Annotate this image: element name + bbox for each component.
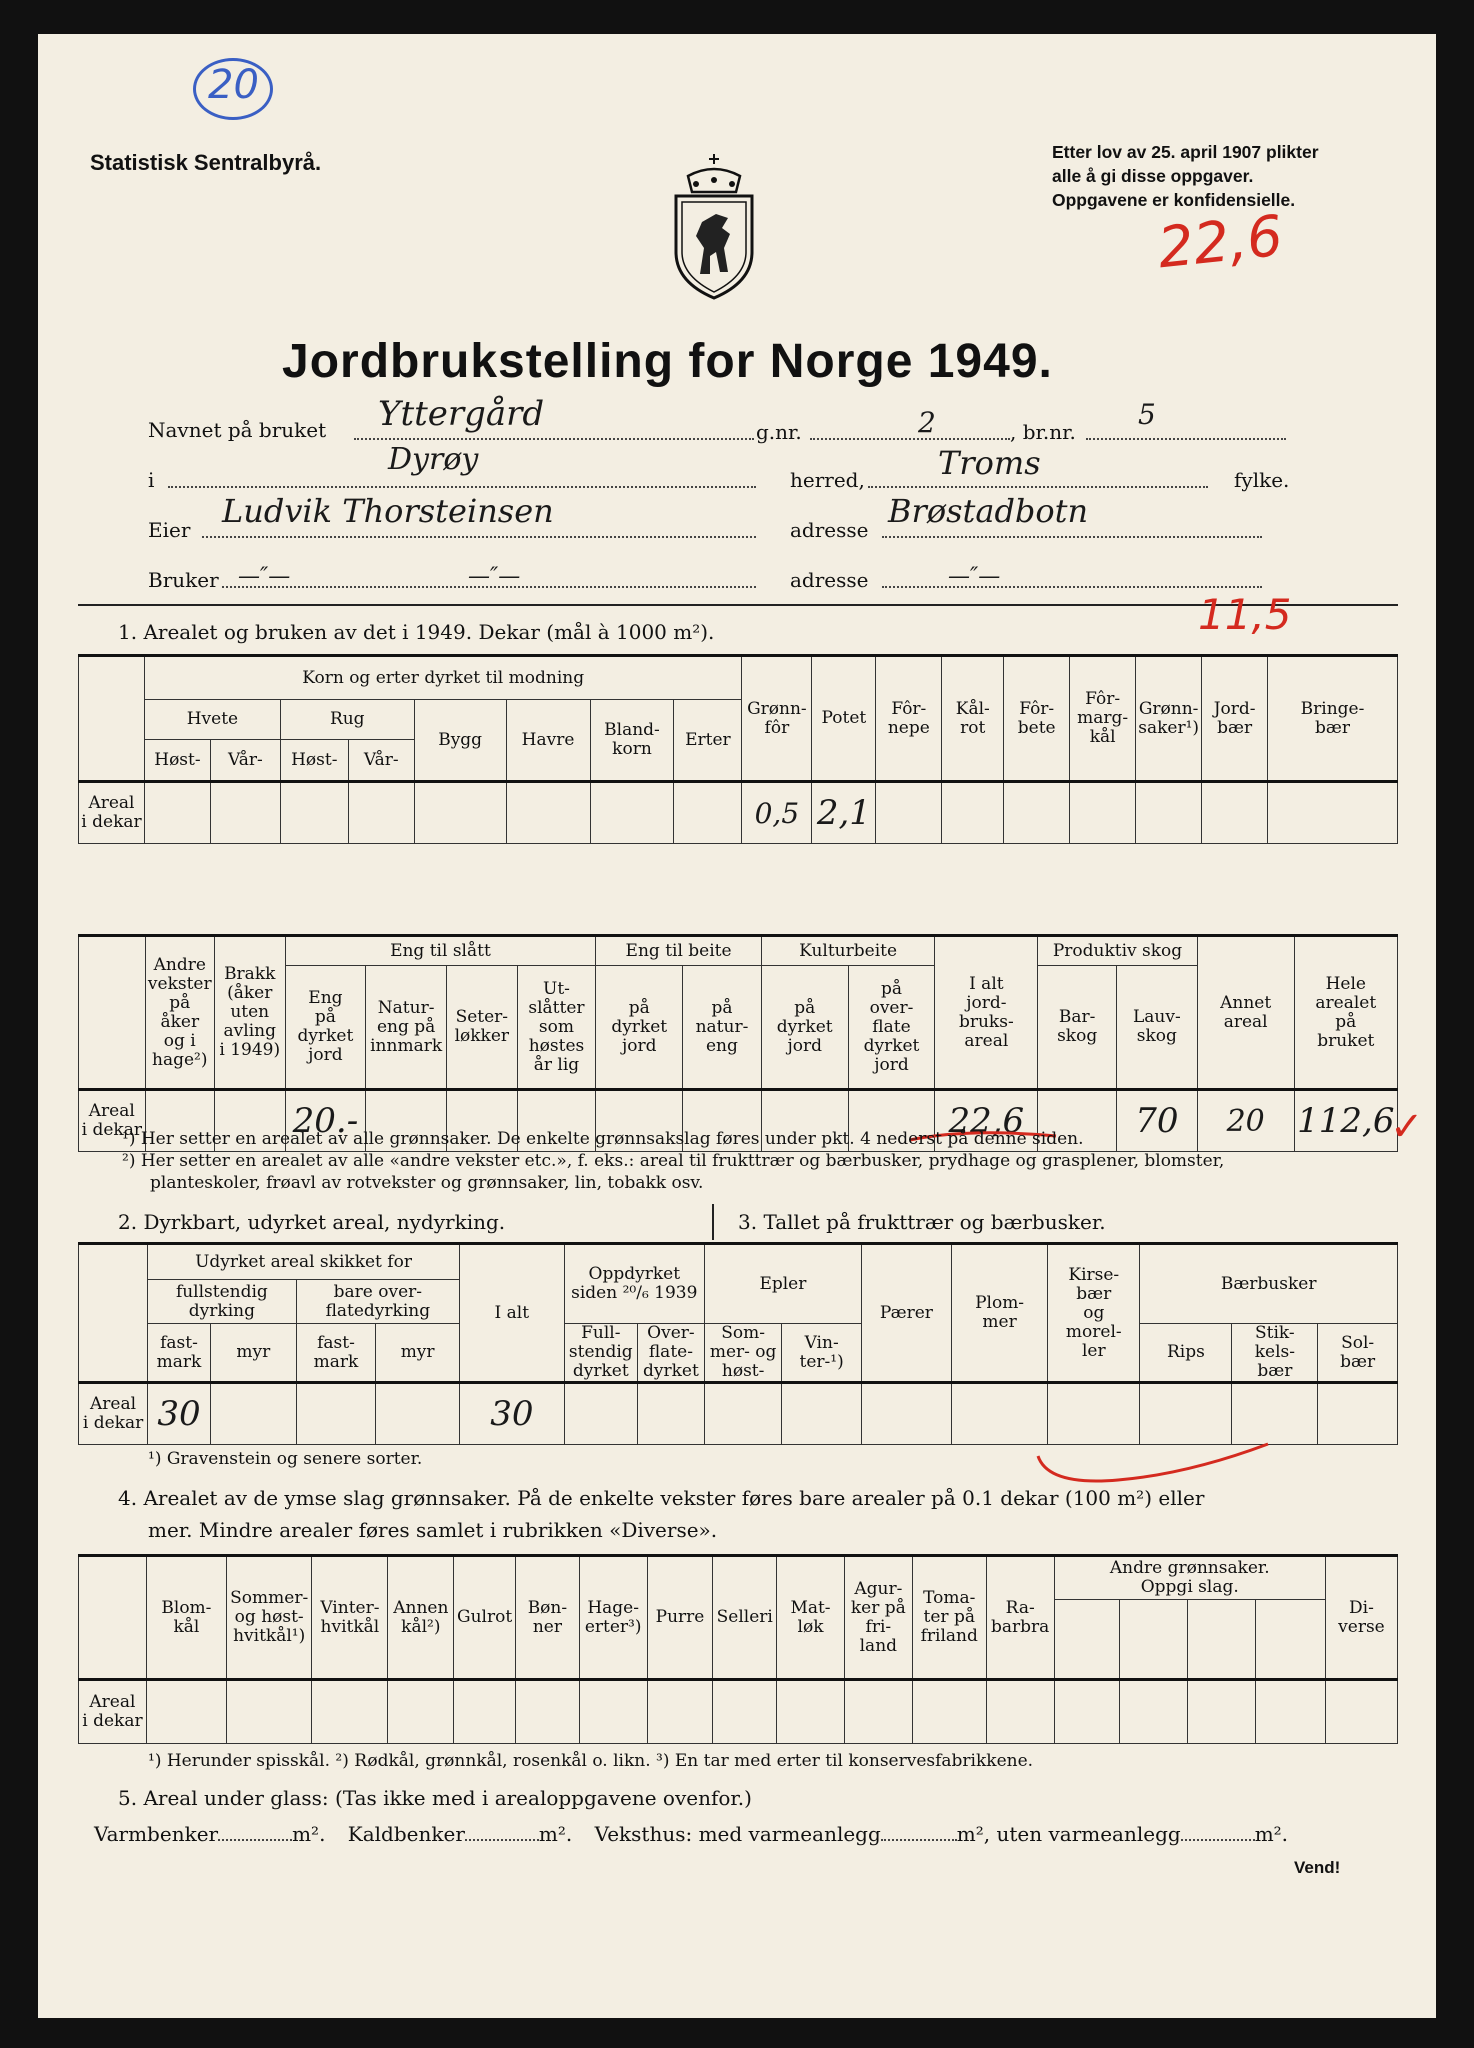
col-erter: Erter (674, 700, 742, 782)
red-annotation-total: 22,6 (1154, 203, 1286, 282)
cell[interactable] (454, 1680, 516, 1744)
section2-heading: 2. Dyrkbart, udyrket areal, nydyrking. (118, 1210, 506, 1234)
col-veg-2: Vinter- hvitkål (312, 1556, 388, 1680)
cell[interactable] (876, 782, 942, 844)
col-rug-var: Vår- (348, 740, 414, 782)
col-i-alt: I alt jord- bruks- areal (935, 936, 1038, 1090)
col-kirsebaer: Kirse- bær og morel- ler (1048, 1244, 1140, 1383)
col-veg-4: Gulrot (454, 1556, 516, 1680)
red-check-icon: ✓ (1390, 1104, 1424, 1150)
cell-potet[interactable]: 2,1 (812, 782, 876, 844)
legal-notice-2: alle å gi disse oppgaver. (1052, 166, 1254, 186)
col-fastmark-2: fast- mark (296, 1324, 376, 1383)
cell-gronnfor[interactable]: 0,5 (742, 782, 812, 844)
coat-of-arms-icon (666, 152, 762, 300)
cell[interactable] (1256, 1680, 1326, 1744)
col-plommer: Plom- mer (951, 1244, 1047, 1383)
col-kb-dyrket: på dyrket jord (761, 966, 848, 1090)
cell[interactable] (1004, 782, 1070, 844)
col-rug-host: Høst- (280, 740, 348, 782)
korn-header: Korn og erter dyrket til modning (144, 656, 741, 700)
veksthus-label: Veksthus: med varmeanlegg (594, 1822, 881, 1846)
bruker-value-2[interactable]: —″— (468, 564, 521, 589)
legal-notice-1: Etter lov av 25. april 1907 plikter (1052, 142, 1319, 162)
eier-value[interactable]: Ludvik Thorsteinsen (222, 492, 554, 530)
blank-corner (79, 1556, 147, 1680)
col-fullstendig-dyrket: Full- stendig dyrket (564, 1324, 637, 1383)
kaldbenker-field[interactable] (465, 1839, 539, 1841)
fullstendig-header: fullstendig dyrking (148, 1280, 297, 1324)
col-veg-10: Agur- ker på fri- land (844, 1556, 912, 1680)
epler-header: Epler (704, 1244, 861, 1324)
brnr-line (1086, 438, 1286, 440)
footnote-3: ¹) Gravenstein og senere sorter. (148, 1449, 423, 1469)
col-bringebaer: Bringe- bær (1268, 656, 1398, 782)
brnr-value[interactable]: 5 (1138, 398, 1156, 431)
cell[interactable] (388, 1680, 454, 1744)
cell[interactable] (713, 1680, 777, 1744)
eier-line (202, 536, 756, 538)
cell[interactable] (861, 1383, 951, 1445)
cell[interactable] (844, 1680, 912, 1744)
col-hvete-var: Vår- (210, 740, 280, 782)
stamp-number: 20 (208, 62, 259, 108)
bruker-value-1[interactable]: —″— (238, 564, 291, 589)
andre-gronnsaker-header: Andre grønnsaker. Oppgi slag. (1054, 1556, 1325, 1600)
farm-name-line (354, 438, 754, 440)
cell[interactable] (1054, 1680, 1120, 1744)
herred-line (168, 486, 756, 488)
bruker-adresse-line (882, 586, 1262, 588)
varmbenker-field[interactable] (218, 1839, 292, 1841)
col-potet: Potet (812, 656, 876, 782)
table-vegetables (78, 1554, 1398, 1744)
veksthus-uten-field[interactable] (1181, 1839, 1255, 1841)
col-paerer: Pærer (861, 1244, 951, 1383)
footnote-1: ¹) Her setter en arealet av alle grønnsaker. De enkelte grønnsakslag føres under pkt. 4 nederst på denne siden. (122, 1129, 1084, 1149)
col-diverse: Di- verse (1325, 1556, 1397, 1680)
cell[interactable] (210, 782, 280, 844)
cell[interactable] (986, 1680, 1054, 1744)
cell[interactable] (912, 1680, 986, 1744)
col-myr-1: myr (210, 1324, 296, 1383)
cell[interactable] (704, 1383, 781, 1445)
col-i-alt-2: I alt (459, 1244, 564, 1383)
andre-slag-cell[interactable] (1054, 1600, 1120, 1680)
col-veg-9: Mat- løk (777, 1556, 845, 1680)
brnr-label: , br.nr. (1010, 420, 1076, 444)
veksthus-varme-field[interactable] (881, 1839, 957, 1841)
table-crops (78, 654, 1398, 844)
col-formargkal: Fôr- marg- kål (1070, 656, 1136, 782)
section3-heading: 3. Tallet på frukttrær og bærbusker. (738, 1210, 1106, 1234)
section5-heading: 5. Areal under glass: (Tas ikke med i arealoppgavene ovenfor.) (118, 1786, 752, 1810)
cell-hele[interactable]: 112,6 (1294, 1090, 1397, 1152)
blank-corner (79, 936, 146, 1090)
cell[interactable] (1202, 782, 1268, 844)
cell[interactable] (144, 782, 210, 844)
col-havre: Havre (506, 700, 590, 782)
cell[interactable] (1120, 1680, 1188, 1744)
cell[interactable] (414, 782, 506, 844)
glass-row (94, 1822, 1288, 1846)
bruker-adresse-label: adresse (790, 568, 869, 592)
col-utslatter: Ut- slåtter som høstes år lig (517, 966, 596, 1090)
table-cultivable-fruit (78, 1242, 1398, 1445)
col-veg-11: Toma- ter på friland (912, 1556, 986, 1680)
eier-adresse-label: adresse (790, 518, 869, 542)
eier-adresse-value[interactable]: Brøstadbotn (888, 492, 1089, 530)
col-solbaer: Sol- bær (1318, 1324, 1398, 1383)
cell[interactable] (312, 1680, 388, 1744)
col-gronnfor: Grønn- fôr (742, 656, 812, 782)
cell[interactable] (280, 782, 348, 844)
cell[interactable] (1070, 782, 1136, 844)
col-stikkelsbaer: Stik- kels- bær (1232, 1324, 1318, 1383)
col-veg-3: Annen kål²) (388, 1556, 454, 1680)
cell[interactable] (1318, 1383, 1398, 1445)
col-hvete: Hvete (144, 700, 280, 740)
gnr-value[interactable]: 2 (918, 406, 936, 439)
bruker-adresse-value[interactable]: —″— (948, 564, 1001, 589)
cell[interactable] (674, 782, 742, 844)
herred-label: herred, (790, 468, 865, 492)
cell[interactable] (1188, 1680, 1256, 1744)
cell[interactable] (1325, 1680, 1397, 1744)
col-veg-5: Bøn- ner (516, 1556, 580, 1680)
cell[interactable] (590, 782, 674, 844)
eier-adresse-line (882, 536, 1262, 538)
bare-header: bare over- flatedyrking (296, 1280, 459, 1324)
andre-slag-cell[interactable] (1120, 1600, 1188, 1680)
cell[interactable] (579, 1680, 647, 1744)
kulturbeite-header: Kulturbeite (761, 936, 935, 966)
m2-unit: m². (292, 1822, 326, 1846)
cell[interactable] (637, 1383, 704, 1445)
row-label: Areal i dekar (79, 1680, 147, 1744)
col-natureng: Natur- eng på innmark (366, 966, 447, 1090)
col-rug: Rug (280, 700, 414, 740)
footnote-4: ¹) Herunder spisskål. ²) Rødkål, grønnkål, rosenkål o. likn. ³) En tar med erter til konservesfabrikkene. (148, 1751, 1034, 1771)
form-page (38, 34, 1436, 2018)
col-forbete: Fôr- bete (1004, 656, 1070, 782)
col-lauvskog: Lauv- skog (1117, 966, 1198, 1090)
eier-label: Eier (148, 518, 191, 542)
col-bygg: Bygg (414, 700, 506, 782)
col-veg-6: Hage- erter³) (579, 1556, 647, 1680)
col-jordbaer: Jord- bær (1202, 656, 1268, 782)
bruker-label: Bruker (148, 568, 219, 592)
cell-fastmark[interactable]: 30 (148, 1383, 211, 1445)
farm-name-label: Navnet på bruket (148, 418, 327, 442)
section4-heading-2: mer. Mindre arealer føres samlet i rubrikken «Diverse». (148, 1518, 718, 1542)
col-gronnsaker: Grønn- saker¹) (1136, 656, 1202, 782)
cell-eng-dyrket[interactable]: 20.- (285, 1090, 366, 1152)
udyrket-header: Udyrket areal skikket for (148, 1244, 460, 1280)
produktiv-skog-header: Produktiv skog (1038, 936, 1197, 966)
cell[interactable] (777, 1680, 845, 1744)
baerbusker-header: Bærbusker (1140, 1244, 1398, 1324)
cell[interactable] (942, 782, 1004, 844)
cell[interactable] (376, 1383, 460, 1445)
gnr-label: g.nr. (756, 420, 802, 444)
farm-name-value[interactable]: Yttergård (378, 394, 545, 434)
col-myr-2: myr (376, 1324, 460, 1383)
table-land-use (78, 934, 1398, 1152)
andre-slag-cell[interactable] (1256, 1600, 1326, 1680)
row-label: Areal i dekar (79, 1090, 146, 1152)
cell[interactable] (146, 1680, 226, 1744)
section1-heading: 1. Arealet og bruken av det i 1949. Dekar (mål à 1000 m²). (118, 620, 715, 644)
cell[interactable] (782, 1383, 862, 1445)
col-seterlokker: Seter- løkker (447, 966, 518, 1090)
varmbenker-label: Varmbenker (94, 1822, 219, 1846)
footnote-2b: planteskoler, frøavl av rotvekster og grønnsaker, lin, tobakk osv. (150, 1173, 704, 1193)
kaldbenker-label: Kaldbenker (347, 1822, 465, 1846)
herred-value[interactable]: Dyrøy (388, 442, 479, 477)
cell-i-alt-2[interactable]: 30 (459, 1383, 564, 1445)
col-blandkorn: Bland- korn (590, 700, 674, 782)
col-vinter: Vin- ter-¹) (782, 1324, 862, 1383)
fylke-line (868, 486, 1208, 488)
col-andre-vekster: Andre vekster på åker og i hage²) (145, 936, 214, 1090)
blank-corner (79, 1244, 148, 1383)
cell[interactable] (516, 1680, 580, 1744)
section1-red-annotation: 11,5 (1198, 590, 1292, 639)
fylke-label: fylke. (1234, 468, 1290, 492)
col-veg-1: Sommer- og høst- hvitkål¹) (227, 1556, 312, 1680)
col-beite-natur: på natur- eng (683, 966, 762, 1090)
eng-slatt-header: Eng til slått (285, 936, 596, 966)
vend-label: Vend! (1294, 1858, 1341, 1877)
eng-beite-header: Eng til beite (596, 936, 761, 966)
row-label: Areal i dekar (79, 1383, 148, 1445)
col-annet: Annet areal (1197, 936, 1294, 1090)
col-beite-dyrket: på dyrket jord (596, 966, 683, 1090)
col-fastmark-1: fast- mark (148, 1324, 211, 1383)
cell[interactable] (348, 782, 414, 844)
footnote-2a: ²) Her setter en arealet av alle «andre vekster etc.», f. eks.: areal til frukttrær og bærbusker, prydhage og grasplener, blomster, (122, 1151, 1225, 1171)
publisher-name: Statistisk Sentralbyrå. (90, 150, 322, 175)
uten-label: m², uten varmeanlegg (956, 1822, 1181, 1846)
col-veg-7: Purre (647, 1556, 713, 1680)
fylke-value[interactable]: Troms (938, 444, 1041, 482)
oppdyrket-header: Oppdyrket siden ²⁰/₆ 1939 (564, 1244, 704, 1324)
col-sommer: Som- mer- og høst- (704, 1324, 781, 1383)
legal-notice-3: Oppgavene er konfidensielle. (1052, 190, 1296, 210)
cell[interactable] (210, 1383, 296, 1445)
col-kalrot: Kål- rot (942, 656, 1004, 782)
cell[interactable] (564, 1383, 637, 1445)
cell[interactable] (1268, 782, 1398, 844)
col-hvete-host: Høst- (144, 740, 210, 782)
cell[interactable] (227, 1680, 312, 1744)
cell-annet[interactable]: 20 (1197, 1090, 1294, 1152)
cell[interactable] (647, 1680, 713, 1744)
col-eng-dyrket: Eng på dyrket jord (285, 966, 366, 1090)
col-veg-8: Selleri (713, 1556, 777, 1680)
m2-unit: m². (1254, 1822, 1289, 1846)
gnr-line (810, 438, 1010, 440)
cell[interactable] (506, 782, 590, 844)
cell-lauvskog[interactable]: 70 (1117, 1090, 1198, 1152)
m2-unit: m². (538, 1822, 573, 1846)
andre-slag-cell[interactable] (1188, 1600, 1256, 1680)
col-veg-12: Ra- barbra (986, 1556, 1054, 1680)
cell-i-alt[interactable]: 22,6 (935, 1090, 1038, 1152)
i-label: i (148, 468, 155, 492)
section4-heading-1: 4. Arealet av de ymse slag grønnsaker. På de enkelte vekster føres bare arealer på 0.1 dekar (100 m²) eller (118, 1486, 1205, 1510)
blank-corner (79, 656, 145, 782)
col-overflate-dyrket: Over- flate- dyrket (637, 1324, 704, 1383)
col-hele: Hele arealet på bruket (1294, 936, 1397, 1090)
col-kb-overflate: på over- flate dyrket jord (848, 966, 935, 1090)
row-label: Areal i dekar (79, 782, 145, 844)
col-brakk: Brakk (åker uten avling i 1949) (214, 936, 285, 1090)
col-barskog: Bar- skog (1038, 966, 1117, 1090)
cell[interactable] (296, 1383, 376, 1445)
form-title: Jordbrukstelling for Norge 1949. (282, 335, 1053, 388)
col-fornepe: Fôr- nepe (876, 656, 942, 782)
col-rips: Rips (1140, 1324, 1232, 1383)
section-divider (712, 1204, 714, 1240)
red-underline-mark (1028, 1436, 1278, 1490)
col-veg-0: Blom- kål (146, 1556, 226, 1680)
cell[interactable] (1136, 782, 1202, 844)
